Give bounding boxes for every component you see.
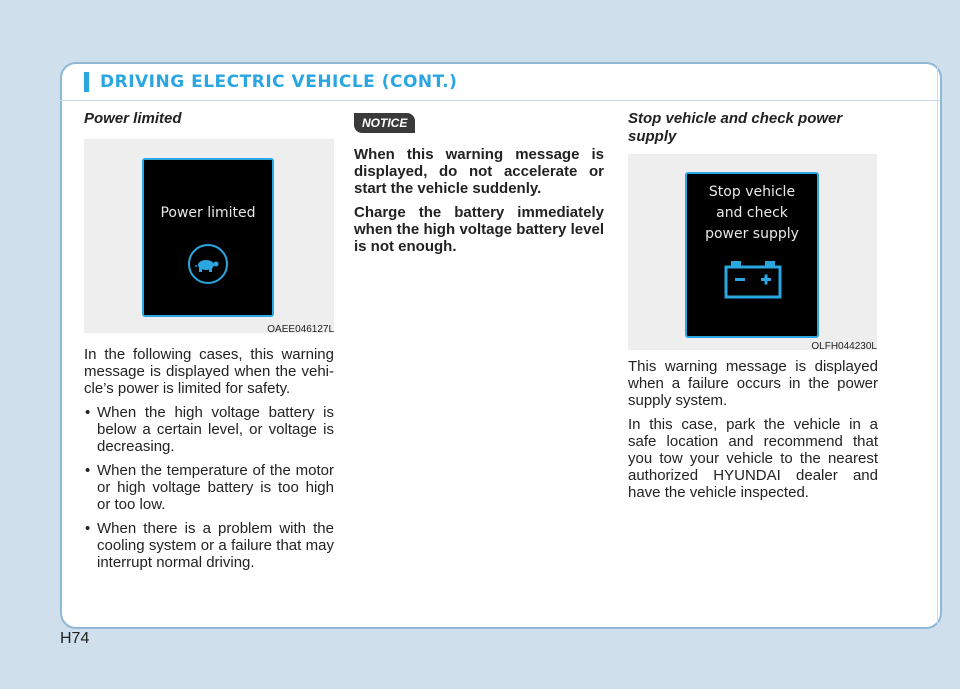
- header-accent-bar: [84, 72, 89, 92]
- power-limited-figure: [84, 139, 334, 333]
- instruction-paragraph: In this case, park the vehicle in a safe location and recommend that you tow your vehicle to the nearest authorized HYUNDAI dealer and have the vehicle inspected.: [628, 416, 878, 501]
- display-line: power supply: [705, 226, 799, 242]
- intro-paragraph: In the following cases, this warning message is displayed when the vehi-cle’s power is limited for safety.: [84, 346, 334, 397]
- notice-badge: NOTICE: [354, 113, 415, 133]
- power-limited-title: Power limited: [84, 110, 182, 127]
- column-power-limited: [84, 110, 334, 578]
- notice-paragraph: When this warning message is displayed, do not accelerate or start the vehicle suddenly.: [354, 146, 604, 197]
- header-divider: [60, 100, 940, 101]
- list-item: • When there is a problem with the cooling system or a failure that may interrupt normal driving.: [84, 520, 334, 571]
- column-stop-vehicle: [628, 110, 878, 501]
- page-number: H74: [60, 630, 90, 647]
- cluster-display: [685, 172, 819, 338]
- list-item: • When the high voltage battery is below a certain level, or voltage is decreasing.: [84, 404, 334, 455]
- display-message: Power limited: [160, 205, 256, 221]
- column-notice: [354, 110, 604, 255]
- display-line: Stop vehicle: [708, 184, 796, 200]
- figure-code: OAEE046127L: [267, 324, 334, 335]
- description-paragraph: This warning message is displayed when a failure occurs in the power supply system.: [628, 358, 878, 409]
- display-line: and check: [716, 205, 788, 221]
- battery-icon: [723, 259, 783, 301]
- figure-code: OLFH044230L: [811, 341, 877, 352]
- notice-paragraph: Charge the battery immediately when the high voltage battery level is not enough.: [354, 204, 604, 255]
- list-item: • When the temperature of the motor or high voltage battery is too high or too low.: [84, 462, 334, 513]
- display-message: [687, 182, 817, 245]
- stop-vehicle-title: Stop vehicle and check power supply: [628, 110, 843, 145]
- section-header: DRIVING ELECTRIC VEHICLE (CONT.): [100, 72, 458, 92]
- column-divider: [937, 62, 938, 625]
- turtle-icon: [187, 243, 229, 285]
- condition-list: [84, 404, 334, 571]
- cluster-display: [142, 158, 274, 317]
- stop-vehicle-figure: [628, 154, 877, 350]
